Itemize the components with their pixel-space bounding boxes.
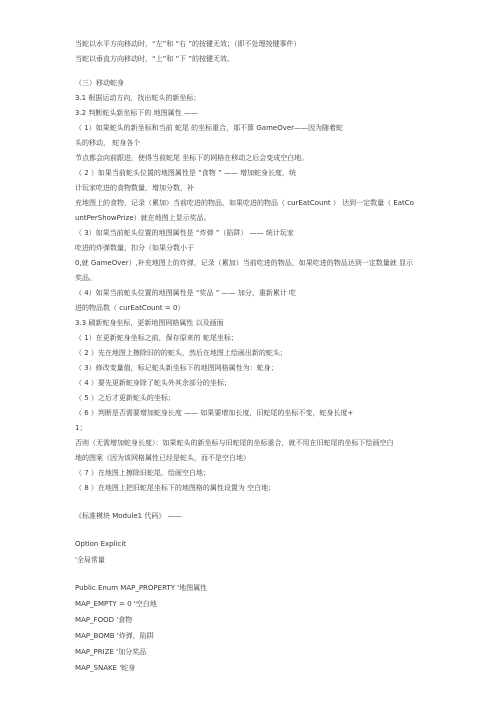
text-line: 头的移动， 蛇身各个 bbox=[75, 139, 141, 147]
text-line: 当蛇以垂直方向移动时，“上”和 “下 ”的按键无效。 bbox=[75, 55, 234, 63]
code-line: '全局常量 bbox=[75, 556, 105, 564]
text-line: 3.2 判断蛇头新坐标下的 地图属性 —— bbox=[75, 109, 198, 117]
text-line: 0,就 GameOver）,补充地图上的炸弹，记录（累加）当前吃进的物品，如果吃进的物品达到一定数量就 显示 bbox=[75, 259, 414, 267]
text-line: （ 2 ）如果当前蛇头位置的地图属性是 “食物 ” —— 增加蛇身长度，统 bbox=[75, 169, 297, 177]
text-line: untPerShowPrize）就在地图上显示奖品。 bbox=[75, 214, 211, 222]
code-line: Option Explicit bbox=[75, 540, 127, 548]
code-line: MAP_SNAKE '蛇身 bbox=[75, 664, 136, 672]
text-line: 3.3 刷新蛇身坐标，更新地图网格属性 以及画面 bbox=[75, 319, 224, 327]
text-line: （ 4 ）要先更新蛇身除了蛇头外其余部分的坐标； bbox=[75, 379, 231, 387]
text-line: （ 1）如果蛇头的新坐标和当前 蛇尾 的坐标重合，那不算 GameOver——因为随着蛇 bbox=[75, 124, 344, 132]
code-line: MAP_FOOD '食物 bbox=[75, 616, 133, 624]
text-line: （ 2 ）先在地图上擦除旧的的蛇头，然后在地图上绘画出新的蛇头； bbox=[75, 349, 287, 357]
text-line: （ 3）修改变量值，标记蛇头新坐标下的地图网格属性为：蛇身； bbox=[75, 364, 278, 372]
text-line: 3.1 根据运动方向，找出蛇头的新坐标； bbox=[75, 94, 201, 102]
text-line: （ 8 ）在地图上把旧蛇尾坐标下的地图格的属性设置为 空白地； bbox=[75, 484, 276, 492]
text-line: 否则（无需增加蛇身长度）：如果蛇头的新坐标与旧蛇尾的坐标重合，就不用在旧蛇尾的坐标下绘画空白 bbox=[75, 439, 394, 447]
code-line: MAP_BOMB '炸弹，陷阱 bbox=[75, 632, 154, 640]
text-line: 1； bbox=[75, 424, 87, 432]
text-line: 当蛇以水平方向移动时，“左”和 “右 ”的按键无效；（即不处理按键事件） bbox=[75, 40, 301, 48]
text-line: 计玩家吃进的食物数量，增加分数，补 bbox=[75, 184, 194, 192]
text-line: （ 1）在更新蛇身坐标之前，保存原来的 蛇尾坐标； bbox=[75, 334, 238, 342]
text-line: 进的物品数（ curEatCount = 0） bbox=[75, 304, 185, 312]
text-line: （ 6 ）判断是否需要增加蛇身长度 —— 如果要增加长度，旧蛇尾的坐标不变，蛇身长度+ bbox=[75, 409, 354, 417]
text-line: （ 7 ）在地图上擦除旧蛇尾，绘画空白地； bbox=[75, 469, 210, 477]
text-line: （ 4）如果当前蛇头位置的地图属性是 “奖品 ” —— 加分，重新累计 吃 bbox=[75, 289, 297, 297]
text-line: （ 5 ）之后才更新蛇头的坐标； bbox=[75, 394, 175, 402]
section-heading: （三）移动蛇身 bbox=[75, 79, 124, 87]
text-line: （ 3）如果当前蛇头位置的地图属性是 “炸弹 ”（陷阱） —— 统计玩家 bbox=[75, 229, 294, 237]
text-line: 吃进的炸弹数量，扣分（如果分数小于 bbox=[75, 244, 194, 252]
code-line: MAP_EMPTY = 0 '空白地 bbox=[75, 600, 157, 608]
text-line: 奖品。 bbox=[75, 274, 96, 282]
text-line: 充地图上的食物，记录（累加）当前吃进的物品，如果吃进的物品（ curEatCount ） 达到一定数量（ EatCo bbox=[75, 199, 414, 207]
text-line: 节点都会向前跟进，使得当前蛇尾 坐标下的网格在移动之后会变成空白地。 bbox=[75, 154, 309, 162]
text-line: 地的图案（因为该网格属性已经是蛇头，而不是空白地） bbox=[75, 454, 250, 462]
code-module-heading: 《标准模块 Module1 代码》 —— bbox=[75, 512, 182, 520]
code-line: MAP_PRIZE '加分奖品 bbox=[75, 648, 147, 656]
code-line: Public Enum MAP_PROPERTY '地图属性 bbox=[75, 584, 208, 592]
